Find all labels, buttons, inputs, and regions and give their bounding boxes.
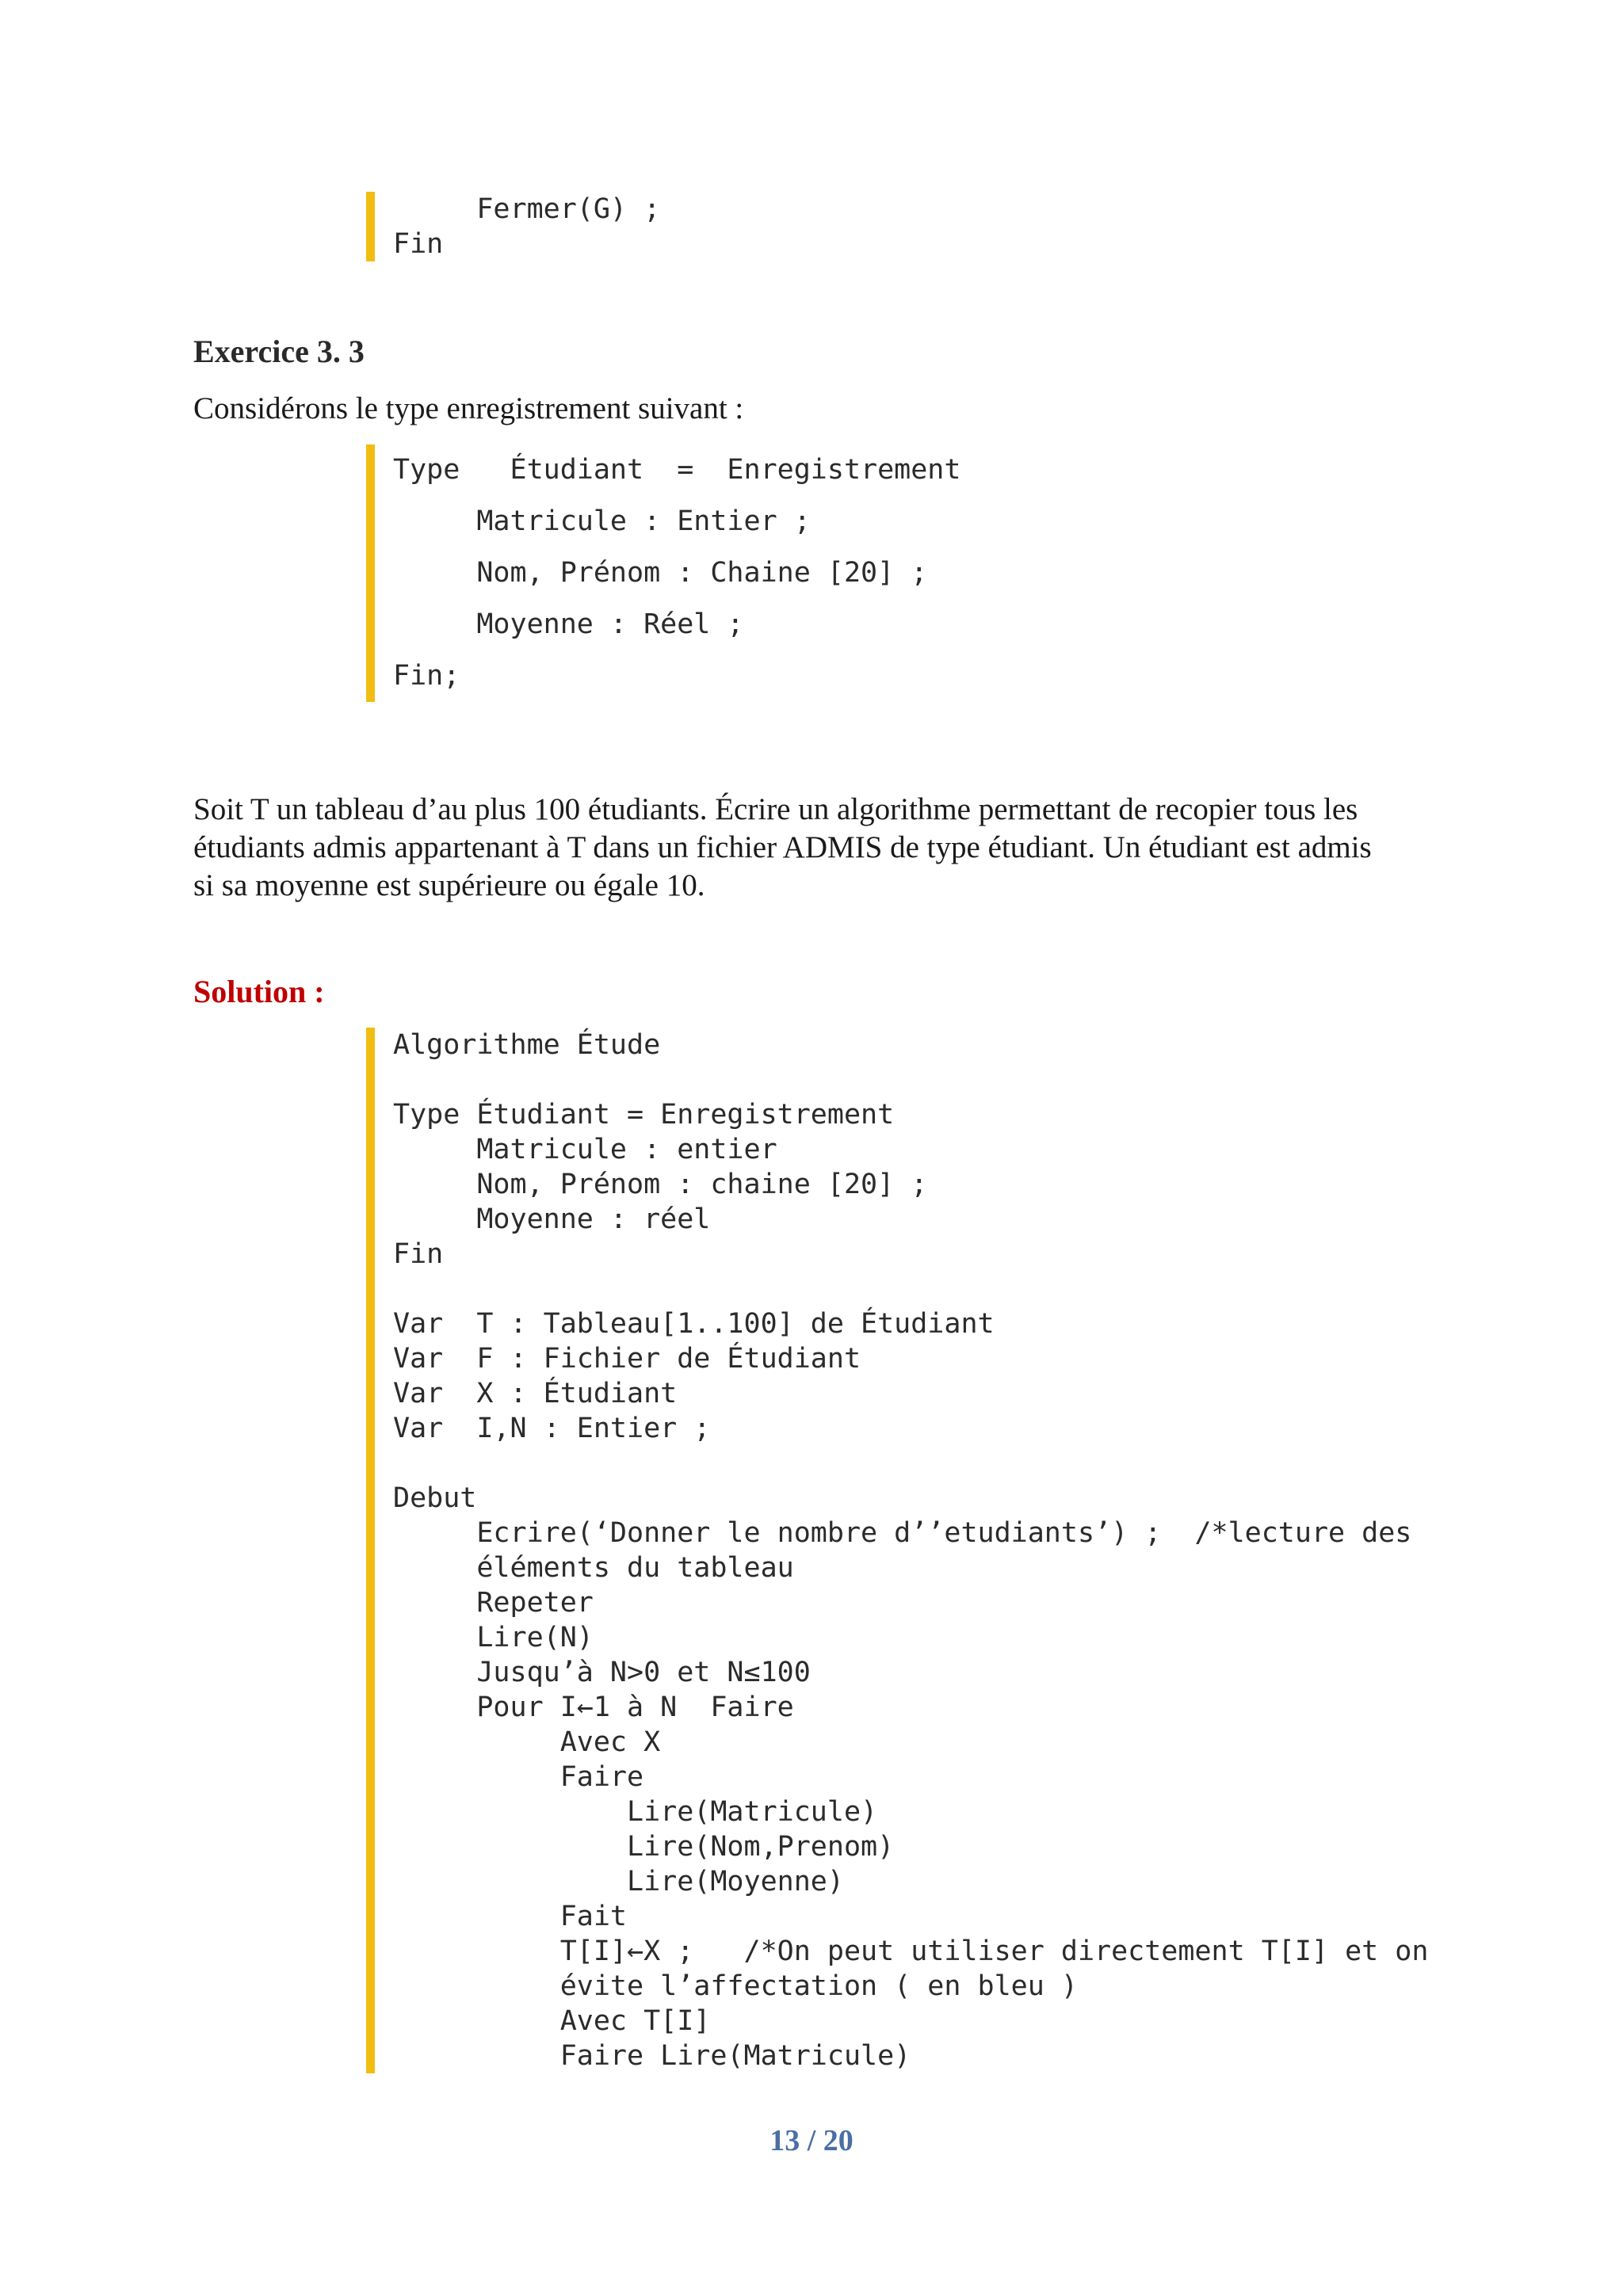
code-line: Debut (393, 1482, 477, 1514)
code-line: Type Étudiant = Enregistrement (393, 1099, 895, 1131)
code-line: Nom, Prénom : chaine [20] ; (393, 1169, 928, 1200)
exercise-title: Exercice 3. 3 (193, 334, 365, 369)
page-number: 13 / 20 (769, 2124, 854, 2157)
code-line: Avec T[I] (393, 2005, 711, 2037)
solution-title: Solution : (193, 974, 325, 1009)
code-line: Matricule : entier (393, 1134, 777, 1165)
code-line: Var X : Étudiant (393, 1378, 678, 1409)
code-line: Algorithme Étude (393, 1029, 661, 1061)
exercise-intro: Considérons le type enregistrement suivant : (193, 391, 744, 425)
exercise-statement (193, 791, 1445, 905)
code-line: Ecrire(‘Donner le nombre d’’etudiants’) ; /*lecture des (393, 1517, 1412, 1549)
code-line: Lire(Moyenne) (393, 1866, 844, 1897)
statement-line: si sa moyenne est supérieure ou égale 10. (193, 868, 705, 902)
statement-line: étudiants admis appartenant à T dans un fichier ADMIS de type étudiant. Un étudiant est admis (193, 830, 1372, 864)
code-line: Faire (393, 1761, 644, 1793)
code-block-type-definition (366, 444, 960, 702)
code-line: Faire Lire(Matricule) (393, 2040, 911, 2072)
code-line: Avec X (393, 1726, 661, 1758)
code-line: Pour I←1 à N Faire (393, 1691, 794, 1723)
code-line: Type Étudiant = Enregistrement (393, 454, 961, 486)
code-line (393, 1062, 1428, 1097)
code-line: Var T : Tableau[1..100] de Étudiant (393, 1308, 995, 1340)
code-line: Jusqu’à N>0 et N≤100 (393, 1657, 811, 1688)
code-line: Fin (393, 1238, 444, 1270)
statement-line: Soit T un tableau d’au plus 100 étudiants. Écrire un algorithme permettant de recopier tous les (193, 792, 1358, 826)
code-line: Var F : Fichier de Étudiant (393, 1343, 861, 1375)
code-line: Lire(Nom,Prenom) (393, 1831, 895, 1863)
code-line (393, 1446, 1428, 1481)
code-line: éléments du tableau (393, 1552, 794, 1584)
code-line: Matricule : Entier ; (393, 505, 811, 537)
code-line: Moyenne : Réel ; (393, 608, 744, 640)
code-block-solution (366, 1028, 1428, 2073)
code-line: Fait (393, 1901, 628, 1932)
code-line: Repeter (393, 1587, 594, 1619)
code-line: Nom, Prénom : Chaine [20] ; (393, 557, 928, 589)
code-line (393, 1272, 1428, 1306)
code-block-end (366, 192, 660, 261)
code-line: T[I]←X ; /*On peut utiliser directement T[I] et on (393, 1936, 1429, 1967)
code-line: Lire(N) (393, 1622, 594, 1653)
code-line: Fin (393, 228, 444, 260)
code-line: Fin; (393, 660, 460, 692)
code-line: Lire(Matricule) (393, 1796, 878, 1828)
code-line: Moyenne : réel (393, 1203, 711, 1235)
code-line: évite l’affectation ( en bleu ) (393, 1970, 1078, 2002)
code-line: Fermer(G) ; (393, 193, 661, 225)
code-line: Var I,N : Entier ; (393, 1413, 711, 1444)
